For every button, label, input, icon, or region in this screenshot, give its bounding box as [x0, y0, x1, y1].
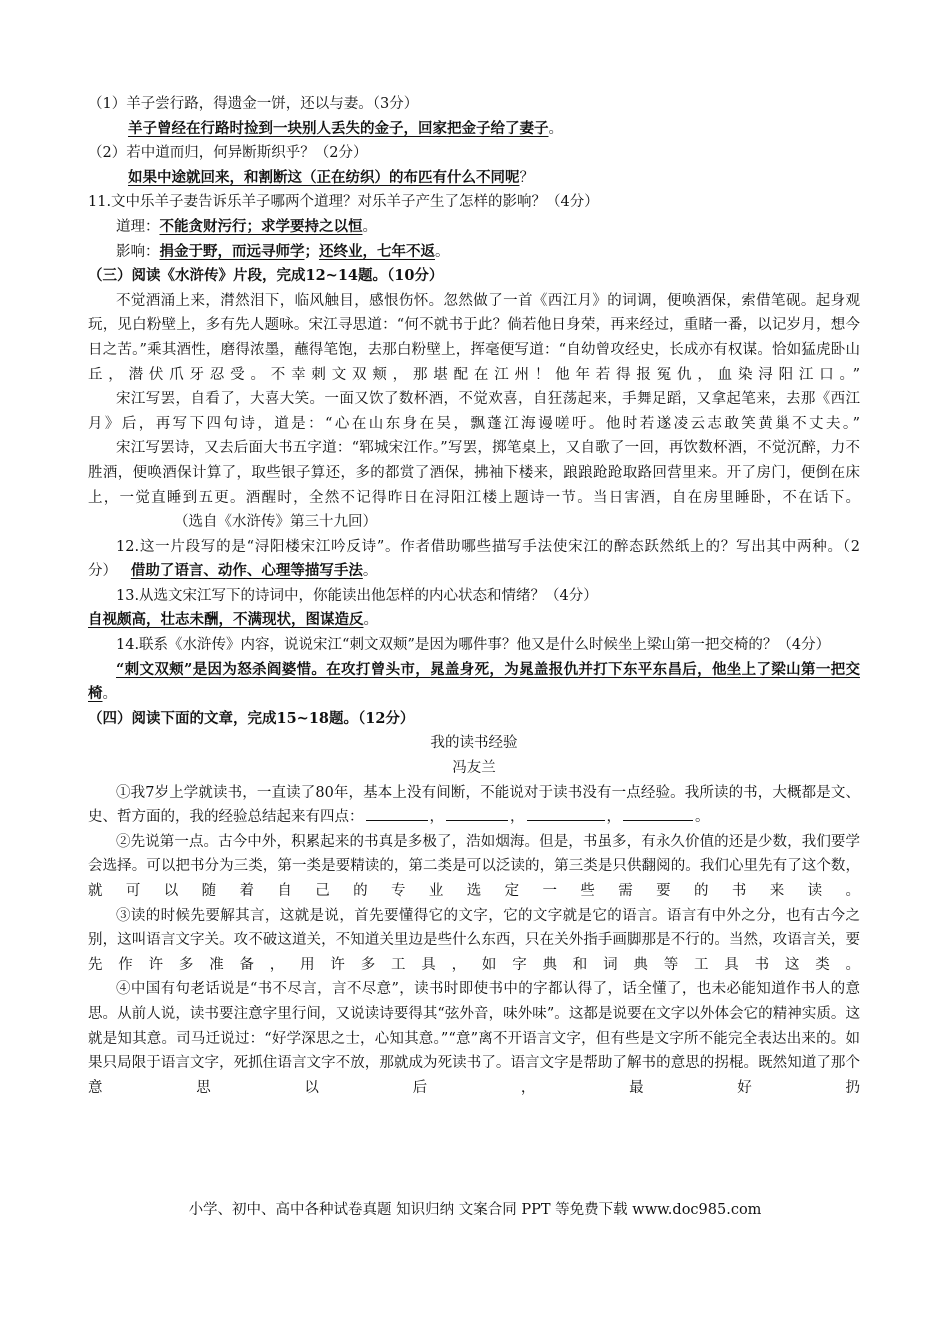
- punct: 。: [695, 809, 710, 826]
- fill-blank-1[interactable]: [366, 806, 428, 821]
- fill-blank-4[interactable]: [623, 806, 693, 821]
- page-footer: 小学、初中、高中各种试卷真题 知识归纳 文案合同 PPT 等免费下载 www.doc985.com: [188, 1202, 762, 1218]
- punct: 。: [362, 563, 378, 580]
- punct: ，: [510, 809, 525, 826]
- section3-paragraph-1: 不觉酒涌上来，潸然泪下，临风触目，感恨伤怀。忽然做了一首《西江月》的词调，便唤酒保，索借笔砚。起身观玩，见白粉壁上，多有先人题咏。宋江寻思道：“何不就书于此？倘若他日身荣，再来经过，重睹一番，以记岁月，想今日之苦。”乘其酒性，磨得浓墨，蘸得笔饱，去那白粉壁上，挥毫便写道：“自幼曾攻经史，长成亦有权谋。恰如猛虎卧山丘，潜伏爪牙忍受。不幸刺文双颊，那堪配在江州！他年若得报冤仇，血染浔阳江口。”: [88, 292, 860, 383]
- q10-item1-answer: [88, 117, 860, 142]
- q10-item2-answer: [88, 166, 860, 191]
- q11-answer-effect: [88, 240, 860, 265]
- q11-question: 11.文中乐羊子妻告诉乐羊子哪两个道理？对乐羊子产生了怎样的影响？（4分）: [88, 194, 599, 211]
- article-author: 冯友兰: [452, 760, 496, 777]
- section3-title: （三）阅读《水浒传》片段，完成12~14题。（10分）: [88, 267, 444, 285]
- q11-answer-reason: [88, 215, 860, 240]
- answer-text: 自视颇高，壮志未酬，不满现状，图谋造反: [88, 611, 364, 629]
- article-title: 我的读书经验: [430, 735, 518, 752]
- source-citation: （选自《水浒传》第三十九回）: [174, 514, 377, 531]
- section4-paragraph-1: [88, 781, 860, 830]
- q14-answer: [88, 658, 860, 707]
- fill-blank-2[interactable]: [446, 806, 508, 821]
- q12-question: [88, 535, 860, 584]
- punct: ，: [429, 809, 444, 826]
- label: 道理：: [116, 218, 160, 235]
- punct: 。: [102, 686, 117, 703]
- section4-paragraph-2: ②先说第一点。古今中外，积累起来的书真是多极了，浩如烟海。但是，书虽多，有永久价值的还是少数，我们要学会选择。可以把书分为三类，第一类是要精读的，第二类是可以泛读的，第三类是只供翻阅的。我们心里先有了这个数，就可以随着自己的专业选定一些需要的书来读。: [88, 833, 860, 899]
- section3-paragraph-2: 宋江写罢，自看了，大喜大笑。一面又饮了数杯酒，不觉欢喜，自狂荡起来，手舞足蹈，又拿起笔来，去那《西江月》后，再写下四句诗，道是：“心在山东身在吴，飘蓬江海谩嗟吁。他时若遂凌云志敢笑黄巢不丈夫。”: [88, 391, 860, 432]
- punct: 。: [363, 612, 378, 629]
- answer-text: 捐金于野，而远寻师学: [159, 242, 305, 260]
- question-text: 12.这一片段写的是“浔阳楼宋江吟反诗”。作者借助哪些描写手法使宋江的醉态跃然纸上的？写出其中两种。（2分）: [88, 538, 860, 580]
- punct: 。: [362, 218, 377, 235]
- fill-blank-3[interactable]: [527, 806, 605, 821]
- q13-question: 13.从选文宋江写下的诗词中，你能读出他怎样的内心状态和情绪？（4分）: [116, 587, 598, 604]
- q10-item2-question: （2）若中道而归，何异断斯织乎？（2分）: [88, 145, 368, 162]
- answer-text: 不能贪财污行；求学要持之以恒: [159, 217, 363, 235]
- exam-page: [88, 92, 860, 1100]
- punct: ，: [606, 809, 621, 826]
- section4-title: （四）阅读下面的文章，完成15~18题。（12分）: [88, 709, 415, 727]
- answer-text: “刺文双颊”是因为怒杀阎婆惜。在攻打曾头市，晁盖身死，为晁盖报仇并打下东平东昌后，他坐上了梁山第一把交椅: [88, 660, 860, 703]
- punct: ；: [304, 242, 319, 260]
- punct: ？: [519, 169, 534, 186]
- q14-question: 14.联系《水浒传》内容，说说宋江“刺文双颊”是因为哪件事？他又是什么时候坐上梁山第一把交椅的？（4分）: [116, 637, 831, 654]
- paragraph-text: ①我7岁上学就读书，一直读了80年，基本上没有间断，不能说对于读书没有一点经验。我所读的书，大概都是文、史、哲方面的，我的经验总结起来有四点：: [88, 784, 860, 826]
- answer-text: 还终业，七年不返: [319, 242, 435, 260]
- label: 影响：: [116, 243, 160, 260]
- section4-paragraph-3: ③读的时候先要解其言，这就是说，首先要懂得它的文字，它的文字就是它的语言。语言有中外之分，也有古今之别，这叫语言文字关。攻不破这道关，不知道关里边是些什么东西，只在关外指手画脚那是不行的。当然，攻语言关，要先作许多准备，用许多工具，如字典和词典等工具书这类。: [88, 907, 860, 973]
- punct: 。: [435, 243, 450, 260]
- answer-text: 借助了语言、动作、心理等描写手法: [130, 562, 363, 580]
- section4-paragraph-4: ④中国有句老话说是“书不尽言，言不尽意”，读书时即使书中的字都认得了，话全懂了，也未必能知道作书人的意思。从前人说，读书要注意字里行间，又说读诗要得其“弦外音，味外味”。这都是说要在文字以外体会它的精神实质。这就是知其意。司马迁说过：“好学深思之士，心知其意。”“意”离不开语言文字，但有些是文字所不能完全表达出来的。如果只局限于语言文字，死抓住语言文字不放，那就成为死读书了。语言文字是帮助了解书的意思的拐棍。既然知道了那个意思以后，最好扔: [88, 981, 860, 1096]
- section3-paragraph-3: [88, 436, 860, 534]
- paragraph-text: 宋江写罢诗，又去后面大书五字道：“郓城宋江作。”写罢，掷笔桌上，又自歌了一回，再饮数杯酒，不觉沉醉，力不胜酒，便唤酒保计算了，取些银子算还，多的都赏了酒保，拂袖下楼来，踉踉跄跄取路回营里来。开了房门，便倒在床上，一觉直睡到五更。酒醒时，全然不记得昨日在浔阳江楼上题诗一节。当日害酒，自在房里睡卧，不在话下。: [88, 440, 860, 506]
- punct: 。: [548, 120, 563, 137]
- answer-text: 如果中途就回来，和割断这（正在纺织）的布匹有什么不同呢: [128, 168, 520, 186]
- q10-item1-question: （1）羊子尝行路，得遗金一饼，还以与妻。（3分）: [88, 96, 419, 112]
- q13-answer: [88, 608, 860, 633]
- answer-text: 羊子曾经在行路时捡到一块别人丢失的金子，回家把金子给了妻子: [128, 119, 549, 137]
